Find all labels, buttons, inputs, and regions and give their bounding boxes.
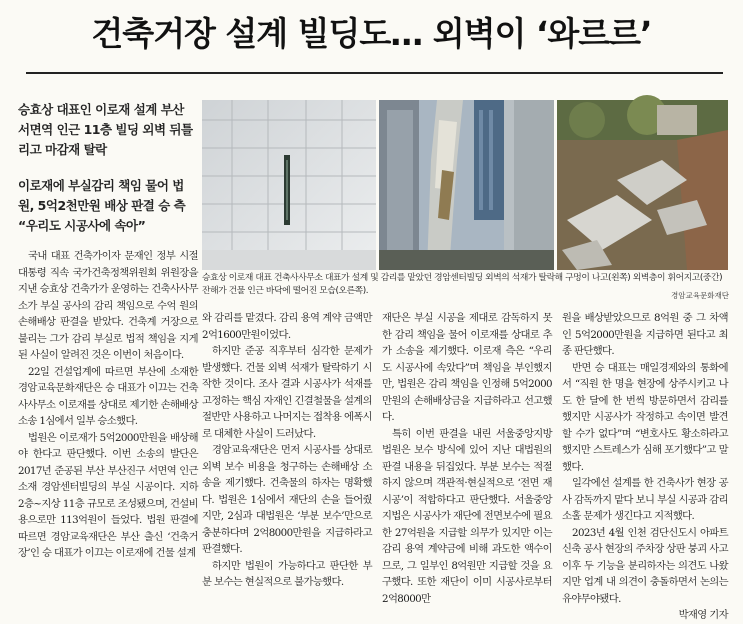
paragraph: 원을 배상받았으므로 8억원 중 그 차액인 5억2000만원을 지급하면 된다고 최종 판단했다.	[562, 312, 728, 357]
article-column-3	[382, 310, 552, 607]
byline: 박재영 기자	[678, 609, 728, 621]
photo-credit: 경암교육문화재단	[671, 291, 729, 300]
subheadline-1: 승효상 대표인 이로재 설계 부산 서면역 인근 11층 빌딩 외벽 뒤틀리고 마감재 탈락	[18, 102, 193, 157]
photo-caption: 승효상 이로재 대표 건축사사무소 대표가 설계 및 감리를 맡았던 경암센터빌딩 외벽의 석재가 탈락해 구멍이 나고(왼쪽) 외벽층이 휘어지고(중간) 잔해가 건물 인근 바닥에 떨어진 모습(오른쪽).	[202, 273, 723, 296]
paragraph: 경암교육재단은 먼저 시공사를 상대로 외벽 보수 비용을 청구하는 손해배상 소송을 제기했다. 건축물의 하자는 명확했다. 법원은 1심에서 재단의 손을 들어줬지만, 2심과 대법원은 ‘부분 보수’만으로 충분하다며 2억8000만원을 지급하라고 판결했다.	[202, 444, 372, 555]
paragraph: 법원은 이로재가 5억2000만원을 배상해야 한다고 판단했다. 이번 소송의 발단은 2017년 준공된 부산 부산진구 서면역 인근 소재 경암센터빌딩의 부실 시공이다. 지하 2층~지상 11층 규모로 조성됐으며, 건설비용으로만 113억원이 들었다. 법원 판결에 따르면 경암교육재단은 부산 출신 ‘건축거장’인 승 대표가 이끄는 이로재에 건물 설계	[18, 431, 198, 559]
headline: 건축거장 설계 빌딩도… 외벽이 ‘와르르’	[91, 14, 652, 53]
paragraph: 와 감리를 맡겼다. 감리 용역 계약 금액만 2억1600만원이었다.	[202, 312, 372, 341]
paragraph: 22일 건설업계에 따르면 부산에 소재한 경암교육문화재단은 승 대표가 이끄는 건축사사무소 이로재를 상대로 제기한 손해배상 소송 1심에서 일부 승소했다.	[18, 365, 198, 427]
photo-facade-gap	[202, 100, 376, 270]
article-column-1	[18, 248, 198, 562]
paragraph: 재단은 부실 시공을 제대로 감독하지 못한 감리 책임을 물어 이로재를 상대로 추가 소송을 제기했다. 이로재 측은 “우리도 시공사에 속았다”며 책임을 부인했지만, 법원은 감리 책임을 인정해 5억2000만원의 손해배상금을 지급하라고 선고했다.	[382, 312, 552, 423]
paragraph: 특히 이번 판결을 내린 서울중앙지방법원은 보수 방식에 있어 지난 대법원의 판결 내용을 뒤집었다. 부분 보수는 적절하지 않으며 객관적·현실적으로 ‘전면 재시공’이 적합하다고 판단했다. 서울중앙지법은 시공사가 재단에 전면보수에 필요한 27억원을 지급할 의무가 있지만 이는 감리 용역 계약금에 비해 과도한 액수이므로, 그 일부인 8억원만 지급할 것을 요구했다. 또한 재단이 이미 시공사로부터 2억8000만	[382, 427, 552, 605]
subheadline-block	[18, 100, 198, 236]
headline-rule	[26, 72, 723, 74]
paragraph: 일각에선 설계를 한 건축사가 현장 공사 감독까지 맡다 보니 부실 시공과 감리 소홀 문제가 생긴다고 지적했다.	[562, 477, 728, 522]
paragraph: 반면 승 대표는 매일경제와의 통화에서 “직원 한 명을 현장에 상주시키고 나도 한 달에 한 번씩 방문하면서 감리를 했지만 시공사가 작정하고 속이면 발견할 수가 없다”며 “변호사도 황소하라고 했지만 스트레스가 심해 포기했다”고 말했다.	[562, 361, 728, 473]
photo-bent-facade	[379, 100, 554, 270]
article-column-4	[562, 310, 728, 624]
paragraph: 국내 대표 건축가이자 문재인 정부 시절 대통령 직속 국가건축정책위원회 위원장을 지낸 승효상 건축가가 운영하는 건축사사무소가 부실 공사의 감리 책임으로 수억 원의 손해배상 판결을 받았다. 건축계 거장으로 불리는 그가 감리 부실로 법적 책임을 지게 된 사실이 알려진 것은 이번이 처음이다.	[18, 250, 198, 361]
paragraph: 하지만 법원이 가능하다고 판단한 부분 보수는 현실적으로 불가능했다.	[202, 559, 372, 588]
paragraph: 하지만 준공 직후부터 심각한 문제가 발생했다. 건물 외벽 석재가 탈락하기 시작한 것이다. 조사 결과 시공사가 석재를 고정하는 핵심 자재인 긴결철물을 설계의 절반만 사용하고 나머지는 접착용 에폭시로 대체한 사실이 드러났다.	[202, 345, 372, 440]
photo-fallen-debris	[557, 100, 728, 270]
article-column-2	[202, 310, 372, 591]
subheadline-2: 이로재에 부실감리 책임 물어 법원, 5억2천만원 배상 판결 승 측 “우리도 시공사에 속아”	[18, 178, 186, 233]
paragraph: 2023년 4월 인천 검단신도시 아파트 신축 공사 현장의 주차장 상판 붕괴 사고 이후 두 기능을 분리하자는 의견도 나왔지만 업계 내 의견이 충돌하면서 논의는 유야무야됐다.	[562, 526, 728, 605]
